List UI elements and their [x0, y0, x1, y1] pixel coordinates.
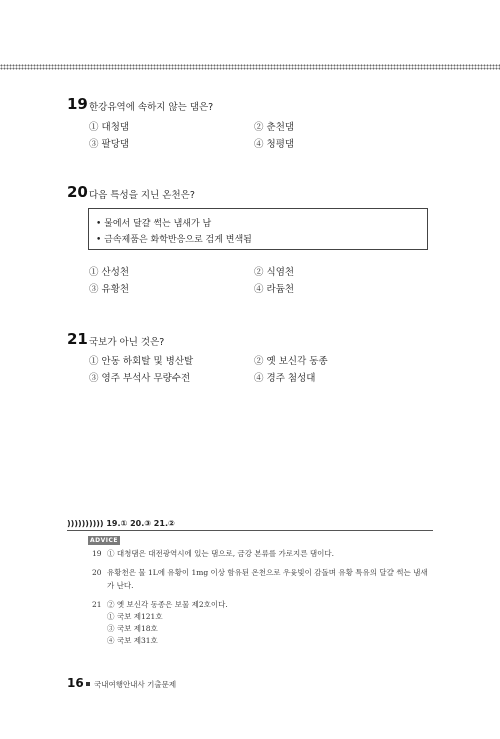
page-number: 16	[67, 676, 84, 690]
question-20-number: 20	[67, 183, 88, 201]
top-dotted-rule	[0, 64, 500, 70]
question-21-option-4: ④ 경주 첨성대	[254, 373, 316, 384]
advice-21-line-1: ② 옛 보신각 동종은 보물 제2호이다.	[107, 600, 228, 609]
advice-21-line-2: ① 국보 제121호	[107, 612, 163, 621]
advice-21-number: 21	[92, 600, 102, 609]
advice-20-line-1: 유황천은 물 1L에 유황이 1mg 이상 함유된 온천으로 우윳빛이 감돌며 유황 특유의 달걀 썩는 냄새	[107, 568, 428, 577]
answer-key: )))))))))) 19.① 20.③ 21.②	[67, 519, 175, 528]
footer-book-title: 국내여행안내사 기출문제	[94, 680, 177, 689]
advice-19-line-1: ① 대청댐은 대전광역시에 있는 댐으로, 금강 본류를 가로지른 댐이다.	[107, 549, 334, 558]
question-20-option-4: ④ 라듐천	[254, 284, 295, 295]
question-19-option-4: ④ 청평댐	[254, 139, 295, 150]
question-21-number: 21	[67, 330, 88, 348]
condition-line-2: • 금속제품은 화학반응으로 검게 변색됨	[96, 235, 252, 245]
answer-key-rule	[67, 530, 433, 531]
question-19-option-3: ③ 팔당댐	[89, 139, 130, 150]
question-21-text: 국보가 아닌 것은?	[89, 337, 165, 348]
question-20-text: 다음 특성을 지닌 온천은?	[89, 190, 195, 201]
advice-21-line-3: ③ 국보 제18호	[107, 624, 158, 633]
question-19-option-2: ② 춘천댐	[254, 122, 295, 133]
advice-21-line-4: ④ 국보 제31호	[107, 636, 158, 645]
advice-badge: ADVICE	[89, 537, 118, 544]
question-21-option-1: ① 안동 하회탈 및 병산탈	[89, 356, 194, 367]
question-19-option-1: ① 대청댐	[89, 122, 130, 133]
question-21-option-3: ③ 영주 부석사 무량수전	[89, 373, 191, 384]
advice-19-number: 19	[92, 549, 102, 558]
question-21-option-2: ② 옛 보신각 동종	[254, 356, 328, 367]
question-20-option-2: ② 식염천	[254, 267, 295, 278]
footer-square-bullet	[86, 682, 90, 686]
question-19-number: 19	[67, 95, 88, 113]
condition-line-1: • 물에서 달걀 썩는 냄새가 남	[96, 219, 212, 229]
question-20-option-3: ③ 유황천	[89, 284, 130, 295]
advice-20-number: 20	[92, 568, 102, 577]
advice-20-line-2: 가 난다.	[107, 581, 134, 590]
question-20-option-1: ① 산성천	[89, 267, 130, 278]
question-19-text: 한강유역에 속하지 않는 댐은?	[89, 102, 214, 113]
